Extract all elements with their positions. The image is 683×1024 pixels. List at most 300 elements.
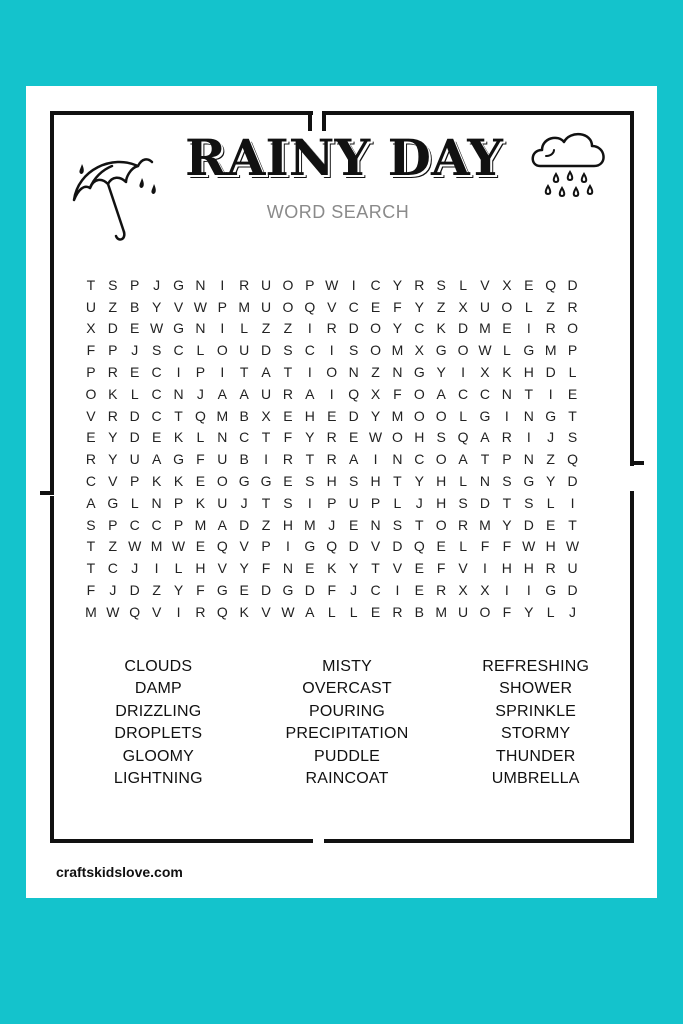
grid-letter[interactable]: J xyxy=(569,603,577,620)
grid-letter[interactable]: O xyxy=(370,320,381,337)
grid-letter[interactable]: Q xyxy=(216,603,228,620)
grid-letter[interactable]: U xyxy=(85,298,96,315)
grid-letter[interactable]: N xyxy=(173,385,184,402)
grid-letter[interactable]: E xyxy=(239,582,249,599)
grid-letter[interactable]: D xyxy=(458,320,469,337)
grid-letter[interactable]: E xyxy=(414,582,424,599)
grid-letter[interactable]: Z xyxy=(108,538,118,555)
grid-letter[interactable]: K xyxy=(502,364,512,381)
grid-letter[interactable]: T xyxy=(415,516,424,533)
grid-letter[interactable]: A xyxy=(86,494,96,511)
grid-letter[interactable]: C xyxy=(85,473,96,490)
grid-letter[interactable]: A xyxy=(348,451,359,468)
grid-letter[interactable]: Y xyxy=(545,473,556,490)
grid-letter[interactable]: V xyxy=(151,603,162,620)
grid-letter[interactable]: O xyxy=(479,603,491,620)
grid-letter[interactable]: S xyxy=(502,473,512,490)
grid-letter[interactable]: X xyxy=(370,385,381,402)
grid-letter[interactable]: M xyxy=(479,320,491,337)
grid-letter[interactable]: F xyxy=(393,385,402,402)
grid-letter[interactable]: C xyxy=(173,342,184,359)
grid-letter[interactable]: R xyxy=(458,516,469,533)
grid-letter[interactable]: D xyxy=(348,320,359,337)
grid-letter[interactable]: G xyxy=(173,276,184,293)
grid-letter[interactable]: E xyxy=(348,516,359,533)
grid-letter[interactable]: M xyxy=(544,342,557,359)
grid-letter[interactable]: V xyxy=(86,407,96,424)
grid-letter[interactable]: O xyxy=(282,298,294,315)
grid-letter[interactable]: P xyxy=(502,451,512,468)
grid-letter[interactable]: R xyxy=(326,429,337,446)
grid-letter[interactable]: N xyxy=(195,276,206,293)
grid-letter[interactable]: E xyxy=(195,473,206,490)
grid-letter[interactable]: R xyxy=(282,451,294,468)
grid-letter[interactable]: J xyxy=(415,494,423,511)
grid-letter[interactable]: L xyxy=(130,385,139,402)
grid-letter[interactable]: J xyxy=(547,429,555,446)
grid-letter[interactable]: J xyxy=(196,385,204,402)
grid-letter[interactable]: L xyxy=(502,342,511,359)
grid-letter[interactable]: P xyxy=(305,276,315,293)
grid-letter[interactable]: K xyxy=(195,494,206,511)
grid-letter[interactable]: S xyxy=(524,494,534,511)
grid-letter[interactable]: S xyxy=(392,516,403,533)
grid-letter[interactable]: F xyxy=(261,560,271,577)
grid-letter[interactable]: F xyxy=(436,560,446,577)
grid-letter[interactable]: W xyxy=(193,298,207,315)
grid-letter[interactable]: K xyxy=(108,385,118,402)
grid-letter[interactable]: G xyxy=(173,320,184,337)
grid-letter[interactable]: L xyxy=(349,603,358,620)
grid-letter[interactable]: G xyxy=(545,407,557,424)
grid-letter[interactable]: D xyxy=(129,429,140,446)
grid-letter[interactable]: H xyxy=(195,560,206,577)
grid-letter[interactable]: R xyxy=(239,276,250,293)
grid-letter[interactable]: N xyxy=(348,364,359,381)
grid-letter[interactable]: I xyxy=(526,320,531,337)
grid-letter[interactable]: W xyxy=(106,603,120,620)
grid-letter[interactable]: J xyxy=(240,494,248,511)
grid-letter[interactable]: O xyxy=(216,473,228,490)
grid-letter[interactable]: A xyxy=(261,364,271,381)
grid-letter[interactable]: E xyxy=(348,429,359,446)
grid-letter[interactable]: N xyxy=(479,473,491,490)
grid-letter[interactable]: H xyxy=(414,429,425,446)
grid-letter[interactable]: E xyxy=(283,473,293,490)
grid-letter[interactable]: Z xyxy=(371,364,380,381)
grid-letter[interactable]: N xyxy=(392,364,403,381)
grid-letter[interactable]: O xyxy=(567,320,578,337)
grid-letter[interactable]: D xyxy=(545,364,556,381)
grid-letter[interactable]: O xyxy=(413,407,425,424)
grid-letter[interactable]: C xyxy=(414,451,425,468)
grid-letter[interactable]: C xyxy=(370,582,381,599)
grid-letter[interactable]: J xyxy=(153,276,161,293)
grid-letter[interactable]: M xyxy=(391,407,404,424)
grid-letter[interactable]: R xyxy=(282,385,294,402)
grid-letter[interactable]: A xyxy=(436,385,446,402)
grid-letter[interactable]: T xyxy=(86,538,96,555)
grid-letter[interactable]: R xyxy=(326,320,337,337)
grid-letter[interactable]: G xyxy=(260,473,272,490)
grid-letter[interactable]: S xyxy=(348,473,359,490)
grid-letter[interactable]: E xyxy=(151,429,162,446)
grid-letter[interactable]: E xyxy=(130,320,140,337)
grid-letter[interactable]: U xyxy=(217,451,228,468)
grid-letter[interactable]: D xyxy=(348,407,359,424)
grid-letter[interactable]: Q xyxy=(194,407,206,424)
grid-letter[interactable]: I xyxy=(220,276,225,293)
grid-letter[interactable]: W xyxy=(281,603,295,620)
grid-letter[interactable]: Y xyxy=(370,407,381,424)
grid-letter[interactable]: C xyxy=(151,516,162,533)
grid-letter[interactable]: L xyxy=(568,364,577,381)
grid-letter[interactable]: U xyxy=(261,276,272,293)
grid-letter[interactable]: D xyxy=(348,538,359,555)
grid-letter[interactable]: W xyxy=(522,538,536,555)
grid-letter[interactable]: F xyxy=(86,342,96,359)
grid-letter[interactable]: Q xyxy=(567,451,578,468)
grid-letter[interactable]: I xyxy=(307,320,312,337)
grid-letter[interactable]: I xyxy=(307,494,312,511)
grid-letter[interactable]: B xyxy=(414,603,424,620)
grid-letter[interactable]: Q xyxy=(348,385,360,402)
grid-letter[interactable]: Y xyxy=(392,320,403,337)
grid-letter[interactable]: K xyxy=(151,473,162,490)
grid-letter[interactable]: V xyxy=(108,473,118,490)
grid-letter[interactable]: U xyxy=(567,560,578,577)
grid-letter[interactable]: R xyxy=(414,276,425,293)
grid-letter[interactable]: Y xyxy=(173,582,184,599)
grid-letter[interactable]: Y xyxy=(502,516,512,533)
grid-letter[interactable]: H xyxy=(436,473,447,490)
grid-letter[interactable]: B xyxy=(239,451,249,468)
grid-letter[interactable]: L xyxy=(459,407,467,424)
grid-letter[interactable]: R xyxy=(326,451,337,468)
grid-letter[interactable]: S xyxy=(151,342,162,359)
grid-letter[interactable]: C xyxy=(458,385,469,402)
grid-letter[interactable]: E xyxy=(327,407,337,424)
grid-letter[interactable]: I xyxy=(504,407,509,424)
grid-letter[interactable]: C xyxy=(239,429,250,446)
grid-letter[interactable]: X xyxy=(414,342,424,359)
grid-letter[interactable]: D xyxy=(523,516,534,533)
grid-letter[interactable]: F xyxy=(502,538,512,555)
grid-letter[interactable]: I xyxy=(395,582,400,599)
grid-letter[interactable]: C xyxy=(414,320,425,337)
grid-letter[interactable]: Z xyxy=(546,298,555,315)
grid-letter[interactable]: M xyxy=(304,516,316,533)
grid-letter[interactable]: P xyxy=(370,494,381,511)
grid-letter[interactable]: S xyxy=(436,276,446,293)
grid-letter[interactable]: Y xyxy=(348,560,359,577)
grid-letter[interactable]: G xyxy=(523,473,535,490)
grid-letter[interactable]: W xyxy=(478,342,492,359)
grid-letter[interactable]: I xyxy=(220,364,225,381)
grid-letter[interactable]: Z xyxy=(283,320,293,337)
grid-letter[interactable]: A xyxy=(239,385,249,402)
grid-letter[interactable]: D xyxy=(567,582,578,599)
grid-letter[interactable]: E xyxy=(86,429,96,446)
grid-letter[interactable]: I xyxy=(220,320,225,337)
grid-letter[interactable]: I xyxy=(548,385,553,402)
grid-letter[interactable]: I xyxy=(351,276,356,293)
grid-letter[interactable]: I xyxy=(264,451,269,468)
grid-letter[interactable]: Q xyxy=(457,429,469,446)
grid-letter[interactable]: S xyxy=(108,276,118,293)
grid-letter[interactable]: E xyxy=(502,320,512,337)
grid-letter[interactable]: F xyxy=(393,298,402,315)
grid-letter[interactable]: P xyxy=(86,364,96,381)
grid-letter[interactable]: T xyxy=(239,364,249,381)
grid-letter[interactable]: S xyxy=(567,429,578,446)
grid-letter[interactable]: L xyxy=(546,494,555,511)
grid-letter[interactable]: A xyxy=(305,385,315,402)
grid-letter[interactable]: N xyxy=(392,451,403,468)
grid-letter[interactable]: G xyxy=(216,582,228,599)
grid-letter[interactable]: H xyxy=(370,473,381,490)
grid-letter[interactable]: Y xyxy=(305,429,315,446)
grid-letter[interactable]: I xyxy=(329,385,334,402)
grid-letter[interactable]: Y xyxy=(239,560,249,577)
grid-letter[interactable]: I xyxy=(570,494,575,511)
grid-letter[interactable]: E xyxy=(370,603,381,620)
grid-letter[interactable]: H xyxy=(501,560,512,577)
grid-letter[interactable]: K xyxy=(173,429,184,446)
grid-letter[interactable]: D xyxy=(129,582,140,599)
grid-letter[interactable]: Q xyxy=(413,538,425,555)
grid-letter[interactable]: R xyxy=(501,429,512,446)
grid-letter[interactable]: U xyxy=(458,603,469,620)
grid-letter[interactable]: P xyxy=(327,494,337,511)
grid-letter[interactable]: I xyxy=(286,538,290,555)
grid-letter[interactable]: W xyxy=(325,276,339,293)
grid-letter[interactable]: D xyxy=(304,582,315,599)
grid-letter[interactable]: G xyxy=(238,473,250,490)
grid-letter[interactable]: E xyxy=(130,364,140,381)
grid-letter[interactable]: O xyxy=(413,385,425,402)
grid-letter[interactable]: E xyxy=(436,538,446,555)
grid-letter[interactable]: E xyxy=(567,385,578,402)
grid-letter[interactable]: R xyxy=(85,451,96,468)
grid-letter[interactable]: G xyxy=(282,582,294,599)
grid-letter[interactable]: K xyxy=(327,560,337,577)
grid-letter[interactable]: N xyxy=(151,494,162,511)
grid-letter[interactable]: C xyxy=(151,364,162,381)
grid-letter[interactable]: V xyxy=(261,603,271,620)
grid-letter[interactable]: P xyxy=(217,298,227,315)
grid-letter[interactable]: I xyxy=(307,364,312,381)
grid-letter[interactable]: R xyxy=(392,603,403,620)
grid-letter[interactable]: F xyxy=(86,582,96,599)
grid-letter[interactable]: R xyxy=(107,407,118,424)
grid-letter[interactable]: R xyxy=(107,364,118,381)
grid-letter[interactable]: L xyxy=(196,342,205,359)
grid-letter[interactable]: A xyxy=(480,429,490,446)
grid-letter[interactable]: O xyxy=(391,429,403,446)
grid-letter[interactable]: Q xyxy=(216,538,228,555)
grid-letter[interactable]: Y xyxy=(414,298,424,315)
grid-letter[interactable]: G xyxy=(545,582,557,599)
grid-letter[interactable]: H xyxy=(523,560,534,577)
grid-letter[interactable]: R xyxy=(436,582,447,599)
grid-letter[interactable]: D xyxy=(567,473,578,490)
grid-letter[interactable]: Z xyxy=(261,320,271,337)
grid-letter[interactable]: F xyxy=(327,582,337,599)
grid-letter[interactable]: V xyxy=(217,560,227,577)
grid-letter[interactable]: T xyxy=(283,364,293,381)
grid-letter[interactable]: Z xyxy=(436,298,446,315)
grid-letter[interactable]: O xyxy=(435,407,447,424)
grid-letter[interactable]: T xyxy=(393,473,402,490)
grid-letter[interactable]: M xyxy=(216,407,229,424)
grid-letter[interactable]: P xyxy=(130,276,140,293)
grid-letter[interactable]: I xyxy=(373,451,378,468)
grid-letter[interactable]: C xyxy=(304,342,315,359)
grid-letter[interactable]: F xyxy=(196,451,205,468)
grid-letter[interactable]: N xyxy=(195,320,206,337)
grid-letter[interactable]: E xyxy=(283,407,293,424)
grid-letter[interactable]: G xyxy=(173,451,184,468)
grid-letter[interactable]: V xyxy=(458,560,468,577)
grid-letter[interactable]: T xyxy=(86,560,96,577)
grid-letter[interactable]: G xyxy=(107,494,119,511)
grid-letter[interactable]: V xyxy=(239,538,249,555)
grid-letter[interactable]: R xyxy=(195,603,206,620)
grid-letter[interactable]: S xyxy=(86,516,96,533)
grid-letter[interactable]: P xyxy=(108,516,118,533)
grid-letter[interactable]: L xyxy=(393,494,402,511)
grid-letter[interactable]: M xyxy=(391,342,404,359)
grid-letter[interactable]: U xyxy=(261,385,272,402)
grid-letter[interactable]: W xyxy=(171,538,186,555)
grid-letter[interactable]: L xyxy=(327,603,336,620)
grid-letter[interactable]: F xyxy=(196,582,205,599)
grid-letter[interactable]: I xyxy=(483,560,487,577)
grid-letter[interactable]: L xyxy=(174,560,183,577)
grid-letter[interactable]: M xyxy=(85,603,97,620)
grid-letter[interactable]: M xyxy=(150,538,163,555)
grid-letter[interactable]: C xyxy=(151,407,162,424)
grid-letter[interactable]: A xyxy=(217,385,227,402)
grid-letter[interactable]: I xyxy=(329,342,334,359)
grid-letter[interactable]: L xyxy=(546,603,555,620)
grid-letter[interactable]: I xyxy=(154,560,159,577)
grid-letter[interactable]: P xyxy=(195,364,206,381)
grid-letter[interactable]: W xyxy=(150,320,164,337)
grid-letter[interactable]: S xyxy=(348,342,359,359)
grid-letter[interactable]: G xyxy=(413,364,425,381)
grid-letter[interactable]: O xyxy=(85,385,97,402)
grid-letter[interactable]: E xyxy=(414,560,424,577)
grid-letter[interactable]: C xyxy=(129,516,140,533)
grid-letter[interactable]: Y xyxy=(108,429,118,446)
grid-letter[interactable]: P xyxy=(567,342,578,359)
grid-letter[interactable]: E xyxy=(524,276,534,293)
grid-letter[interactable]: M xyxy=(194,516,207,533)
grid-letter[interactable]: Z xyxy=(108,298,118,315)
grid-letter[interactable]: T xyxy=(371,560,380,577)
grid-letter[interactable]: N xyxy=(501,385,512,402)
grid-letter[interactable]: U xyxy=(261,298,272,315)
grid-letter[interactable]: S xyxy=(436,429,446,446)
grid-letter[interactable]: Y xyxy=(392,276,403,293)
grid-letter[interactable]: I xyxy=(526,429,531,446)
grid-letter[interactable]: D xyxy=(567,276,578,293)
grid-letter[interactable]: X xyxy=(502,276,512,293)
grid-letter[interactable]: T xyxy=(261,494,271,511)
grid-letter[interactable]: P xyxy=(261,538,271,555)
grid-letter[interactable]: J xyxy=(328,516,336,533)
grid-letter[interactable]: V xyxy=(480,276,490,293)
grid-letter[interactable]: G xyxy=(479,407,491,424)
grid-letter[interactable]: C xyxy=(479,385,491,402)
grid-letter[interactable]: F xyxy=(480,538,490,555)
grid-letter[interactable]: V xyxy=(327,298,337,315)
grid-letter[interactable]: K xyxy=(239,603,249,620)
grid-letter[interactable]: E xyxy=(370,298,381,315)
grid-letter[interactable]: E xyxy=(305,560,315,577)
grid-letter[interactable]: X xyxy=(261,407,271,424)
grid-letter[interactable]: H xyxy=(326,473,337,490)
grid-letter[interactable]: D xyxy=(479,494,491,511)
grid-letter[interactable]: A xyxy=(217,516,227,533)
grid-letter[interactable]: N xyxy=(217,429,228,446)
grid-letter[interactable]: G xyxy=(435,342,447,359)
grid-letter[interactable]: T xyxy=(502,494,512,511)
grid-letter[interactable]: S xyxy=(305,473,315,490)
grid-letter[interactable]: E xyxy=(545,516,556,533)
grid-letter[interactable]: T xyxy=(86,276,96,293)
grid-letter[interactable]: H xyxy=(282,516,294,533)
grid-letter[interactable]: N xyxy=(282,560,294,577)
grid-letter[interactable]: L xyxy=(459,538,467,555)
grid-letter[interactable]: X xyxy=(480,364,490,381)
grid-letter[interactable]: D xyxy=(107,320,118,337)
grid-letter[interactable]: A xyxy=(305,603,315,620)
grid-letter[interactable]: T xyxy=(568,516,577,533)
grid-letter[interactable]: O xyxy=(435,516,447,533)
grid-letter[interactable]: P xyxy=(173,494,184,511)
grid-letter[interactable]: C xyxy=(348,298,359,315)
grid-letter[interactable]: R xyxy=(545,320,556,337)
grid-letter[interactable]: D xyxy=(129,407,140,424)
grid-letter[interactable]: O xyxy=(370,342,381,359)
grid-letter[interactable]: Z xyxy=(152,582,161,599)
grid-letter[interactable]: Q xyxy=(304,298,316,315)
grid-letter[interactable]: O xyxy=(216,342,228,359)
grid-letter[interactable]: O xyxy=(501,298,513,315)
grid-letter[interactable]: D xyxy=(392,538,403,555)
grid-letter[interactable]: U xyxy=(217,494,228,511)
grid-letter[interactable]: I xyxy=(526,582,531,599)
grid-letter[interactable]: X xyxy=(480,582,490,599)
grid-letter[interactable]: C xyxy=(107,560,118,577)
grid-letter[interactable]: P xyxy=(130,473,140,490)
grid-letter[interactable]: N xyxy=(370,516,381,533)
grid-letter[interactable]: M xyxy=(435,603,448,620)
grid-letter[interactable]: L xyxy=(196,429,205,446)
grid-letter[interactable]: N xyxy=(523,451,534,468)
grid-letter[interactable]: Q xyxy=(326,538,338,555)
grid-letter[interactable]: T xyxy=(568,407,577,424)
grid-letter[interactable]: J xyxy=(350,582,358,599)
grid-letter[interactable]: V xyxy=(173,298,184,315)
grid-letter[interactable]: S xyxy=(283,342,293,359)
grid-letter[interactable]: T xyxy=(261,429,271,446)
grid-letter[interactable]: O xyxy=(326,364,338,381)
grid-letter[interactable]: R xyxy=(567,298,578,315)
